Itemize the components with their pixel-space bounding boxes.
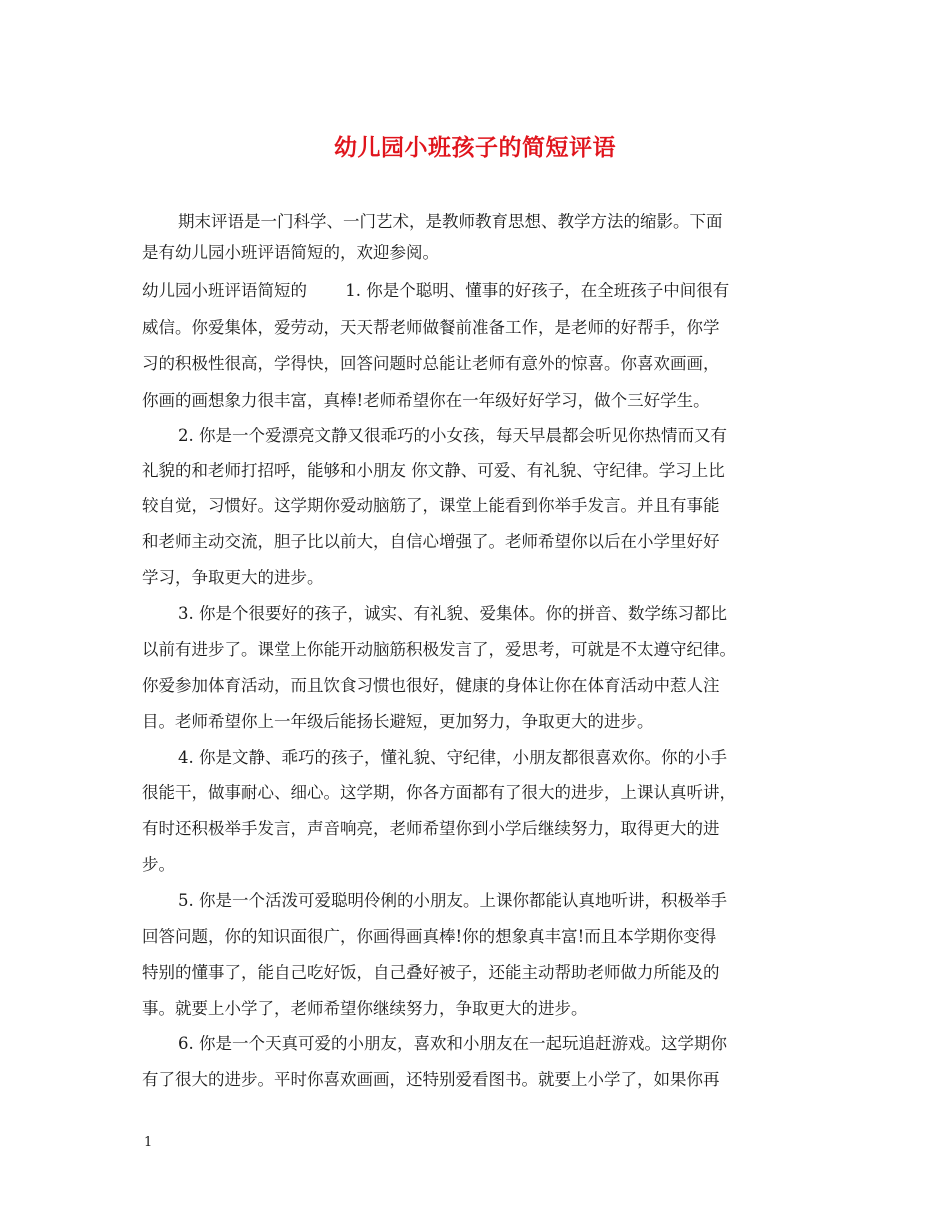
paragraph-line: 威信。你爱集体，爱劳动，天天帮老师做餐前准备工作，是老师的好帮手，你学 [142,318,720,337]
paragraph-line: 步。 [142,855,175,874]
paragraph-line: 和老师主动交流，胆子比以前大，自信心增强了。老师希望你以后在小学里好好 [142,532,720,551]
paragraph-line: 2. 你是一个爱漂亮文静又很乖巧的小女孩，每天早晨都会听见你热情而又有 [178,426,727,445]
paragraph-line: 较自觉，习惯好。这学期你爱动脑筋了，课堂上能看到你举手发言。并且有事能 [142,496,720,515]
paragraph-line: 礼貌的和老师打招呼，能够和小朋友 你文静、可爱、有礼貌、守纪律。学习上比 [142,461,725,480]
paragraph-line: 4. 你是文静、乖巧的孩子，懂礼貌、守纪律，小朋友都很喜欢你。你的小手 [178,748,727,767]
document-title: 幼儿园小班孩子的简短评语 [334,134,616,161]
paragraph-line: 很能干，做事耐心、细心。这学期，你各方面都有了很大的进步，上课认真听讲， [142,783,736,802]
paragraph-line: 以前有进步了。课堂上你能开动脑筋积极发言了，爱思考，可就是不太遵守纪律。 [142,640,736,659]
paragraph-line: 事。就要上小学了，老师希望你继续努力，争取更大的进步。 [142,999,588,1018]
paragraph-line: 是有幼儿园小班评语简短的，欢迎参阅。 [142,243,439,262]
paragraph-line: 期末评语是一门科学、一门艺术，是教师教育思想、教学方法的缩影。下面 [178,212,723,231]
paragraph-line: 你画的画想象力很丰富，真棒!老师希望你在一年级好好学习，做个三好学生。 [142,391,710,410]
paragraph-line: 6. 你是一个天真可爱的小朋友，喜欢和小朋友在一起玩追赶游戏。这学期你 [178,1034,727,1053]
paragraph-line: 3. 你是个很要好的孩子，诚实、有礼貌、爱集体。你的拼音、数学练习都比 [178,604,727,623]
paragraph-line: 目。老师希望你上一年级后能扬长避短，更加努力，争取更大的进步。 [142,712,654,731]
page-number: 1 [144,1135,153,1150]
paragraph-line: 习的积极性很高，学得快，回答问题时总能让老师有意外的惊喜。你喜欢画画， [142,354,720,373]
paragraph-line: 5. 你是一个活泼可爱聪明伶俐的小朋友。上课你都能认真地听讲，积极举手 [178,891,727,910]
paragraph-line: 有时还积极举手发言，声音响亮，老师希望你到小学后继续努力，取得更大的进 [142,819,720,838]
paragraph-line: 有了很大的进步。平时你喜欢画画，还特别爱看图书。就要上小学了，如果你再 [142,1070,720,1089]
paragraph-line: 回答问题，你的知识面很广，你画得画真棒!你的想象真丰富!而且本学期你变得 [142,927,717,946]
paragraph-line: 学习，争取更大的进步。 [142,568,324,587]
paragraph-line: 你爱参加体育活动，而且饮食习惯也很好，健康的身体让你在体育活动中惹人注 [142,676,720,695]
paragraph-line: 特别的懂事了，能自己吃好饭，自己叠好被子，还能主动帮助老师做力所能及的 [142,963,720,982]
paragraph-line: 幼儿园小班评语简短的 1. 你是个聪明、懂事的好孩子，在全班孩子中间很有 [142,281,730,300]
